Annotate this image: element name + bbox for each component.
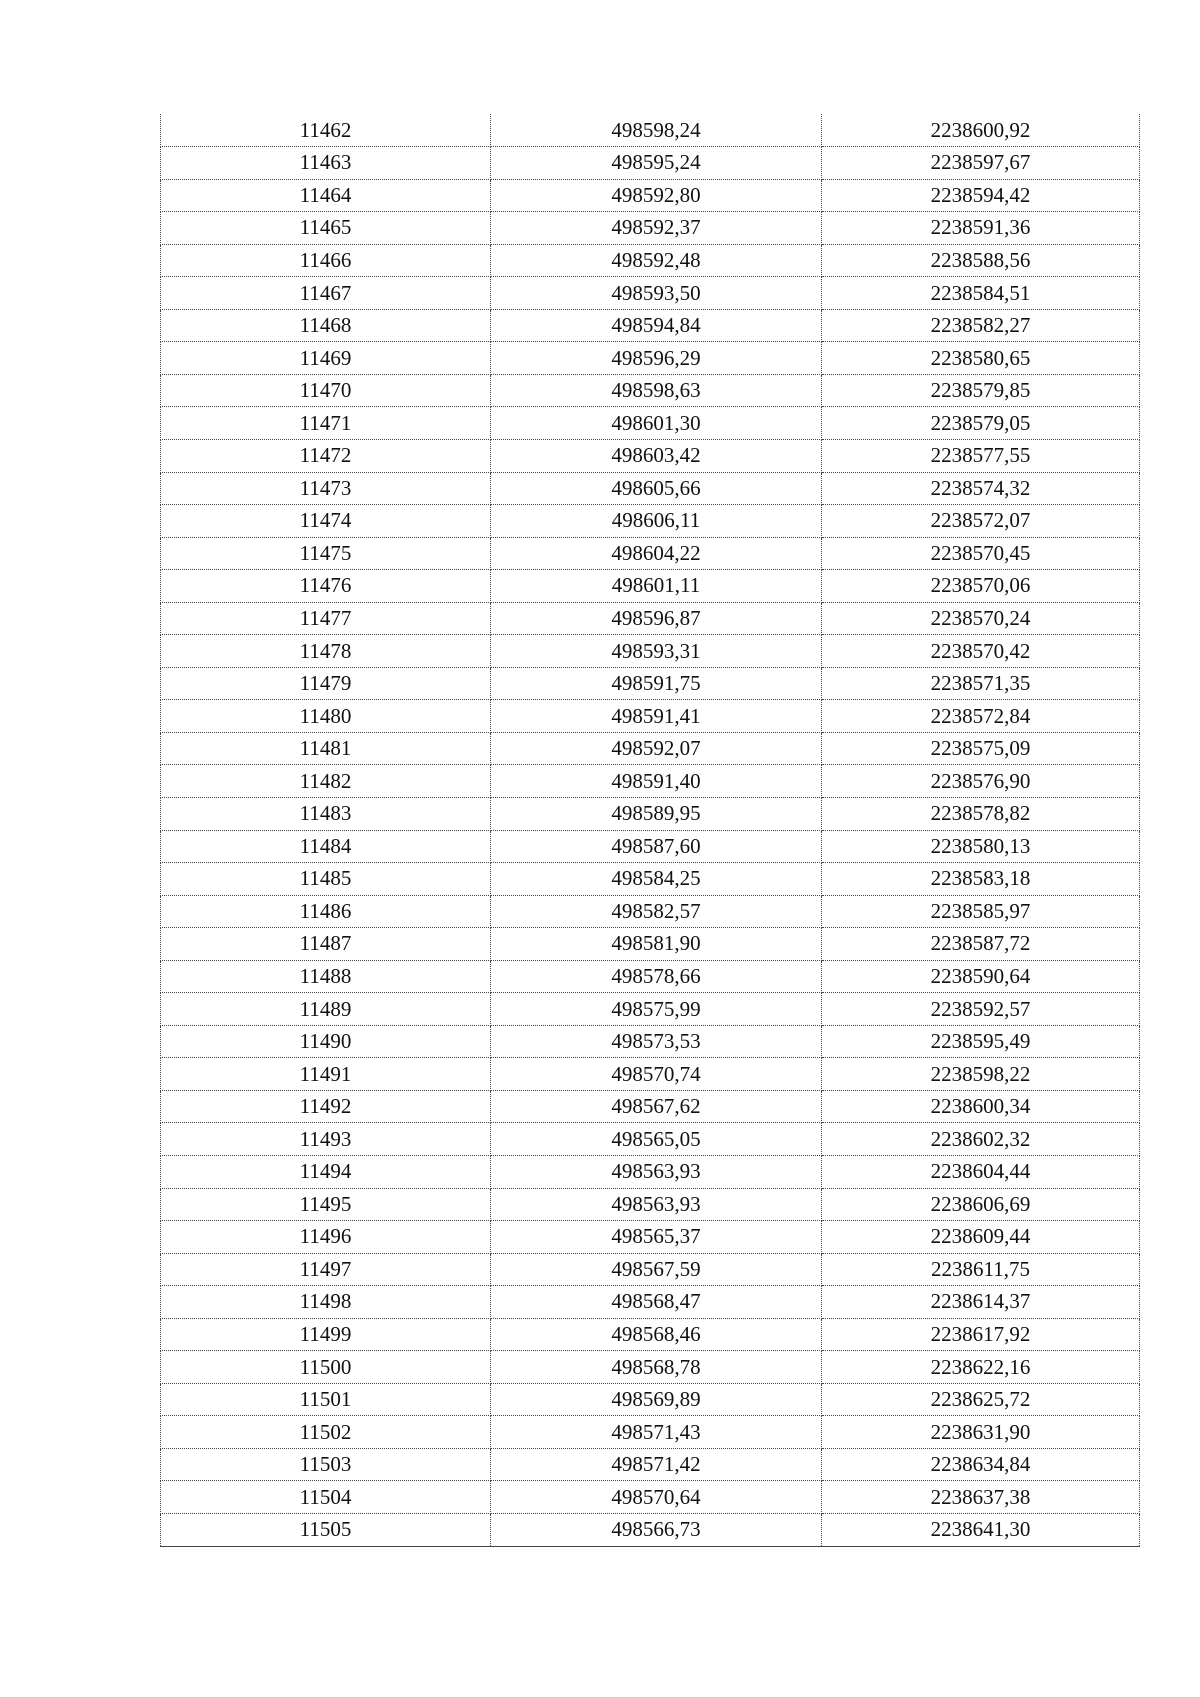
table-row [161,1253,1140,1286]
x-coordinate-cell: 498596,87 [491,602,822,635]
point-number-cell: 11502 [161,1416,491,1449]
x-coordinate-cell: 498563,93 [491,1156,822,1189]
y-coordinate-cell: 2238585,97 [822,895,1140,928]
table-row [161,1416,1140,1449]
y-coordinate-cell: 2238570,06 [822,570,1140,603]
x-coordinate-cell: 498571,43 [491,1416,822,1449]
y-coordinate-cell: 2238580,65 [822,342,1140,375]
table-row [161,863,1140,896]
x-coordinate-cell: 498592,37 [491,212,822,245]
point-number-cell: 11463 [161,147,491,180]
y-coordinate-cell: 2238625,72 [822,1383,1140,1416]
point-number-cell: 11472 [161,439,491,472]
table-row [161,537,1140,570]
x-coordinate-cell: 498569,89 [491,1383,822,1416]
point-number-cell: 11480 [161,700,491,733]
table-row [161,244,1140,277]
point-number-cell: 11504 [161,1481,491,1514]
x-coordinate-cell: 498593,50 [491,277,822,310]
table-row [161,277,1140,310]
y-coordinate-cell: 2238584,51 [822,277,1140,310]
point-number-cell: 11475 [161,537,491,570]
table-row [161,1481,1140,1514]
point-number-cell: 11482 [161,765,491,798]
y-coordinate-cell: 2238592,57 [822,993,1140,1026]
y-coordinate-cell: 2238591,36 [822,212,1140,245]
x-coordinate-cell: 498568,47 [491,1286,822,1319]
table-row [161,700,1140,733]
table-row [161,1514,1140,1547]
point-number-cell: 11479 [161,667,491,700]
table-row [161,1448,1140,1481]
x-coordinate-cell: 498591,40 [491,765,822,798]
x-coordinate-cell: 498603,42 [491,439,822,472]
point-number-cell: 11494 [161,1156,491,1189]
table-row [161,1058,1140,1091]
table-row [161,309,1140,342]
x-coordinate-cell: 498582,57 [491,895,822,928]
point-number-cell: 11466 [161,244,491,277]
y-coordinate-cell: 2238614,37 [822,1286,1140,1319]
y-coordinate-cell: 2238622,16 [822,1351,1140,1384]
y-coordinate-cell: 2238617,92 [822,1318,1140,1351]
y-coordinate-cell: 2238606,69 [822,1188,1140,1221]
point-number-cell: 11468 [161,309,491,342]
point-number-cell: 11497 [161,1253,491,1286]
table-row [161,1090,1140,1123]
x-coordinate-cell: 498601,11 [491,570,822,603]
table-row [161,993,1140,1026]
y-coordinate-cell: 2238578,82 [822,797,1140,830]
point-number-cell: 11473 [161,472,491,505]
y-coordinate-cell: 2238602,32 [822,1123,1140,1156]
x-coordinate-cell: 498596,29 [491,342,822,375]
x-coordinate-cell: 498601,30 [491,407,822,440]
y-coordinate-cell: 2238595,49 [822,1025,1140,1058]
table-row [161,1221,1140,1254]
point-number-cell: 11467 [161,277,491,310]
point-number-cell: 11496 [161,1221,491,1254]
y-coordinate-cell: 2238579,85 [822,374,1140,407]
table-row [161,960,1140,993]
point-number-cell: 11498 [161,1286,491,1319]
table-row [161,765,1140,798]
y-coordinate-cell: 2238641,30 [822,1514,1140,1547]
point-number-cell: 11474 [161,505,491,538]
x-coordinate-cell: 498595,24 [491,147,822,180]
table-row [161,830,1140,863]
point-number-cell: 11477 [161,602,491,635]
y-coordinate-cell: 2238577,55 [822,439,1140,472]
table-row [161,374,1140,407]
point-number-cell: 11462 [161,114,491,147]
x-coordinate-cell: 498573,53 [491,1025,822,1058]
y-coordinate-cell: 2238571,35 [822,667,1140,700]
y-coordinate-cell: 2238572,07 [822,505,1140,538]
table-row [161,1188,1140,1221]
y-coordinate-cell: 2238582,27 [822,309,1140,342]
table-row [161,732,1140,765]
table-row [161,1025,1140,1058]
table-row [161,147,1140,180]
coordinates-table [160,114,1140,1547]
y-coordinate-cell: 2238637,38 [822,1481,1140,1514]
y-coordinate-cell: 2238594,42 [822,179,1140,212]
y-coordinate-cell: 2238609,44 [822,1221,1140,1254]
coordinates-table-body [161,114,1140,1546]
x-coordinate-cell: 498571,42 [491,1448,822,1481]
point-number-cell: 11471 [161,407,491,440]
table-row [161,407,1140,440]
y-coordinate-cell: 2238570,42 [822,635,1140,668]
table-row [161,797,1140,830]
table-row [161,439,1140,472]
x-coordinate-cell: 498598,24 [491,114,822,147]
table-row [161,570,1140,603]
point-number-cell: 11486 [161,895,491,928]
y-coordinate-cell: 2238579,05 [822,407,1140,440]
y-coordinate-cell: 2238600,92 [822,114,1140,147]
point-number-cell: 11492 [161,1090,491,1123]
x-coordinate-cell: 498581,90 [491,928,822,961]
x-coordinate-cell: 498570,74 [491,1058,822,1091]
table-row [161,212,1140,245]
x-coordinate-cell: 498593,31 [491,635,822,668]
y-coordinate-cell: 2238631,90 [822,1416,1140,1449]
x-coordinate-cell: 498589,95 [491,797,822,830]
point-number-cell: 11491 [161,1058,491,1091]
table-row [161,1351,1140,1384]
point-number-cell: 11464 [161,179,491,212]
point-number-cell: 11485 [161,863,491,896]
point-number-cell: 11484 [161,830,491,863]
y-coordinate-cell: 2238611,75 [822,1253,1140,1286]
table-row [161,928,1140,961]
x-coordinate-cell: 498566,73 [491,1514,822,1547]
point-number-cell: 11470 [161,374,491,407]
x-coordinate-cell: 498565,05 [491,1123,822,1156]
y-coordinate-cell: 2238590,64 [822,960,1140,993]
point-number-cell: 11469 [161,342,491,375]
y-coordinate-cell: 2238604,44 [822,1156,1140,1189]
table-row [161,602,1140,635]
x-coordinate-cell: 498598,63 [491,374,822,407]
point-number-cell: 11493 [161,1123,491,1156]
y-coordinate-cell: 2238587,72 [822,928,1140,961]
y-coordinate-cell: 2238597,67 [822,147,1140,180]
y-coordinate-cell: 2238580,13 [822,830,1140,863]
y-coordinate-cell: 2238574,32 [822,472,1140,505]
point-number-cell: 11501 [161,1383,491,1416]
x-coordinate-cell: 498594,84 [491,309,822,342]
x-coordinate-cell: 498592,80 [491,179,822,212]
y-coordinate-cell: 2238570,24 [822,602,1140,635]
point-number-cell: 11465 [161,212,491,245]
y-coordinate-cell: 2238583,18 [822,863,1140,896]
table-row [161,635,1140,668]
y-coordinate-cell: 2238575,09 [822,732,1140,765]
table-row [161,505,1140,538]
x-coordinate-cell: 498592,48 [491,244,822,277]
x-coordinate-cell: 498570,64 [491,1481,822,1514]
x-coordinate-cell: 498604,22 [491,537,822,570]
x-coordinate-cell: 498584,25 [491,863,822,896]
table-row [161,895,1140,928]
x-coordinate-cell: 498605,66 [491,472,822,505]
x-coordinate-cell: 498587,60 [491,830,822,863]
point-number-cell: 11503 [161,1448,491,1481]
table-row [161,342,1140,375]
x-coordinate-cell: 498606,11 [491,505,822,538]
x-coordinate-cell: 498591,41 [491,700,822,733]
point-number-cell: 11481 [161,732,491,765]
point-number-cell: 11476 [161,570,491,603]
y-coordinate-cell: 2238634,84 [822,1448,1140,1481]
x-coordinate-cell: 498565,37 [491,1221,822,1254]
x-coordinate-cell: 498567,59 [491,1253,822,1286]
x-coordinate-cell: 498578,66 [491,960,822,993]
point-number-cell: 11505 [161,1514,491,1547]
point-number-cell: 11500 [161,1351,491,1384]
table-row [161,1286,1140,1319]
y-coordinate-cell: 2238600,34 [822,1090,1140,1123]
point-number-cell: 11483 [161,797,491,830]
y-coordinate-cell: 2238572,84 [822,700,1140,733]
point-number-cell: 11499 [161,1318,491,1351]
y-coordinate-cell: 2238576,90 [822,765,1140,798]
y-coordinate-cell: 2238570,45 [822,537,1140,570]
y-coordinate-cell: 2238598,22 [822,1058,1140,1091]
x-coordinate-cell: 498568,78 [491,1351,822,1384]
point-number-cell: 11487 [161,928,491,961]
table-row [161,1318,1140,1351]
table-row [161,1156,1140,1189]
table-row [161,1123,1140,1156]
table-row [161,179,1140,212]
table-row [161,1383,1140,1416]
point-number-cell: 11488 [161,960,491,993]
x-coordinate-cell: 498575,99 [491,993,822,1026]
x-coordinate-cell: 498591,75 [491,667,822,700]
table-row [161,114,1140,147]
point-number-cell: 11490 [161,1025,491,1058]
point-number-cell: 11495 [161,1188,491,1221]
x-coordinate-cell: 498567,62 [491,1090,822,1123]
table-row [161,472,1140,505]
point-number-cell: 11489 [161,993,491,1026]
x-coordinate-cell: 498563,93 [491,1188,822,1221]
table-row [161,667,1140,700]
y-coordinate-cell: 2238588,56 [822,244,1140,277]
x-coordinate-cell: 498568,46 [491,1318,822,1351]
x-coordinate-cell: 498592,07 [491,732,822,765]
point-number-cell: 11478 [161,635,491,668]
